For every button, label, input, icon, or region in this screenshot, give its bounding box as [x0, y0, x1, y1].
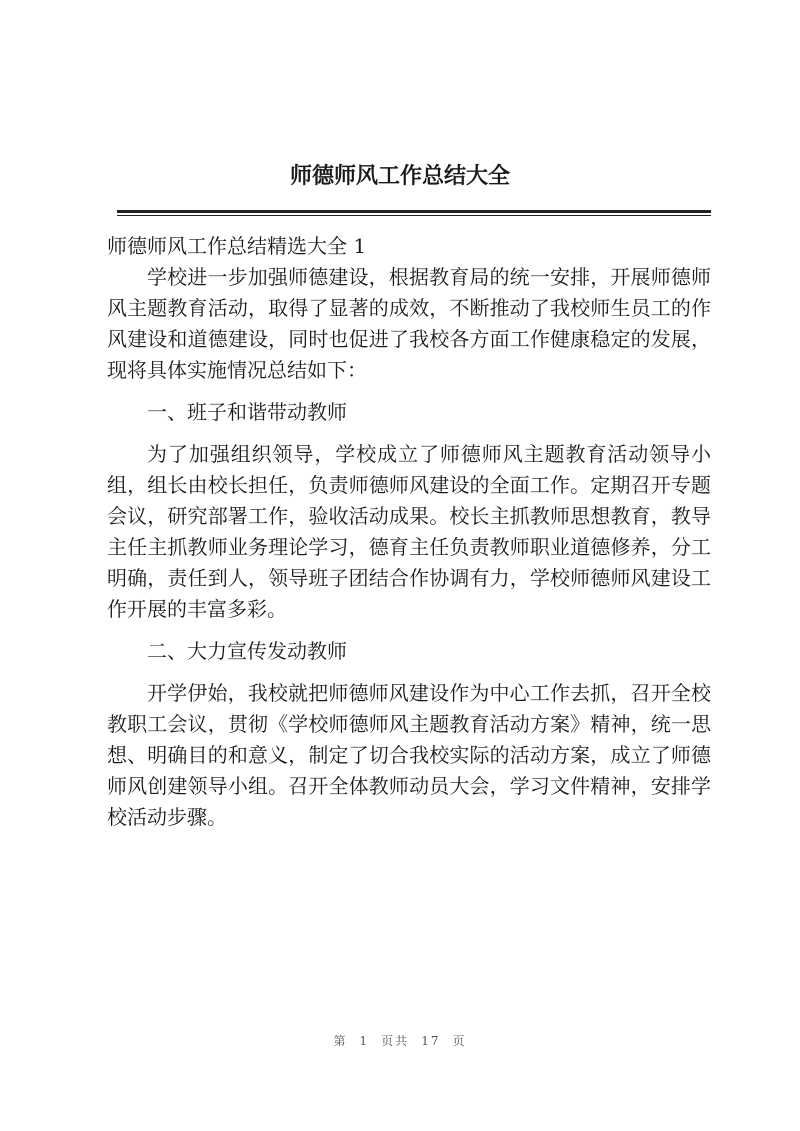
footer-page-number: 1: [359, 1034, 370, 1048]
footer-prefix: 第: [333, 1034, 348, 1048]
page-footer: [0, 1032, 800, 1049]
section-heading: 师德师风工作总结精选大全 1: [107, 234, 367, 258]
title-rule-thick: [117, 210, 711, 213]
subheading-1: 一、班子和谐带动教师: [147, 400, 347, 424]
paragraph-2: 开学伊始，我校就把师德师风建设作为中心工作去抓，召开全校教职工会议，贯彻《学校师德师风主题教育活动方案》精神，统一思想、明确目的和意义，制定了切合我校实际的活动方案，成立了师德师风创建领导小组。召开全体教师动员大会，学习文件精神，安排学校活动步骤。: [107, 681, 711, 829]
document-title: 师德师风工作总结大全: [289, 164, 510, 189]
paragraph-intro: 学校进一步加强师德建设，根据教育局的统一安排，开展师德师风主题教育活动，取得了显著的成效，不断推动了我校师生员工的作风建设和道德建设，同时也促进了我校各方面工作健康稳定的发展，现将具体实施情况总结如下：: [107, 265, 711, 382]
footer-total-pages: 17: [421, 1034, 441, 1048]
footer-mid: 页共: [381, 1034, 410, 1048]
paragraph-1: 为了加强组织领导，学校成立了师德师风主题教育活动领导小组，组长由校长担任，负责师德师风建设的全面工作。定期召开专题会议，研究部署工作，验收活动成果。校长主抓教师思想教育，教导主任主抓教师业务理论学习，德育主任负责教师职业道德修养，分工明确，责任到人，领导班子团结合作协调有力，学校师德师风建设工作开展的丰富多彩。: [107, 442, 711, 621]
title-rule-thin: [117, 215, 711, 216]
subheading-2: 二、大力宣传发动教师: [147, 639, 347, 663]
footer-suffix: 页: [452, 1034, 467, 1048]
document-body: [107, 231, 711, 844]
